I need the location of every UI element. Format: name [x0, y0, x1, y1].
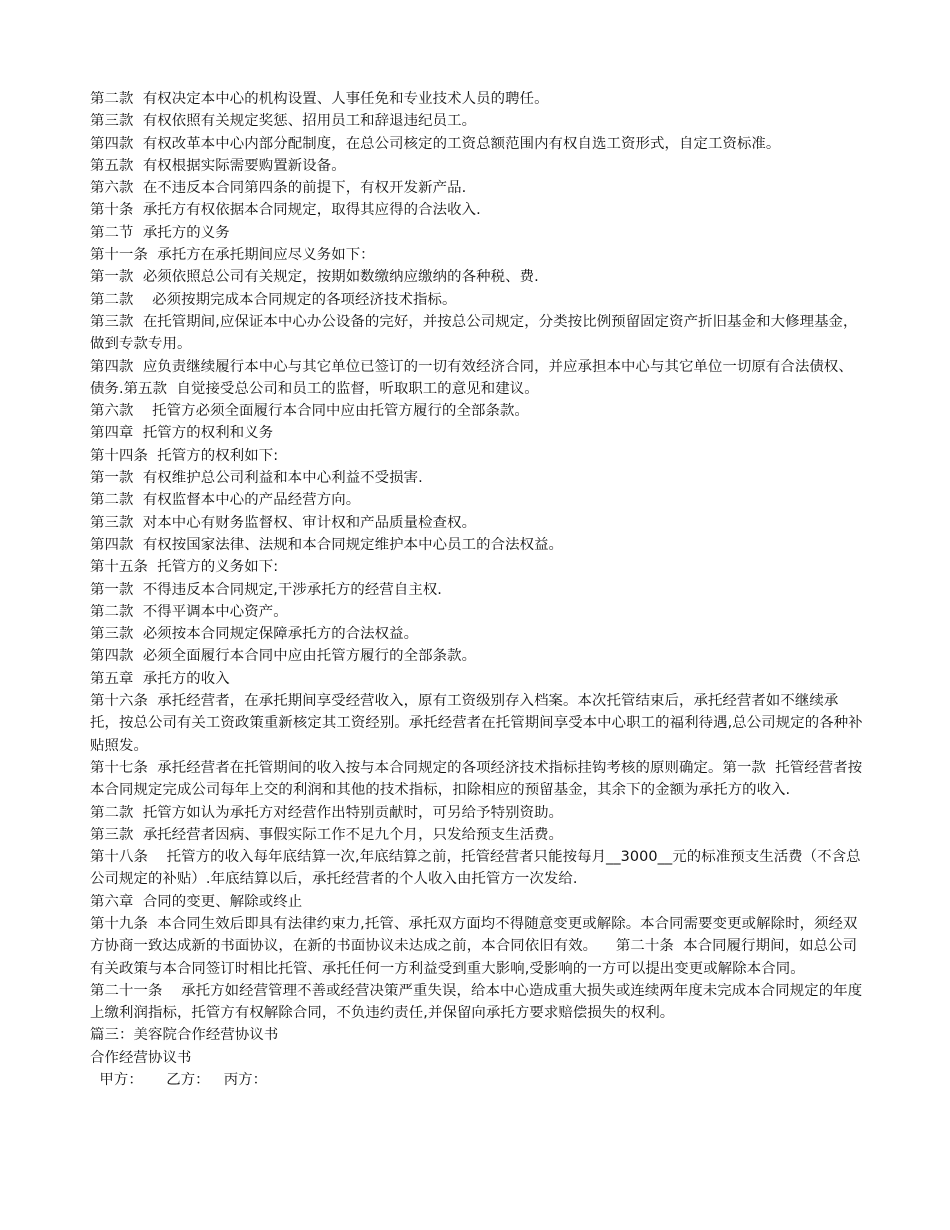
clause-line: 第二款 托管方如认为承托方对经营作出特别贡献时，可另给予特别资助。: [90, 804, 564, 821]
part-heading: 篇三：美容院合作经营协议书: [90, 1027, 279, 1044]
clause-line: 第一款 必须依照总公司有关规定，按期如数缴纳应缴纳的各种税、费.: [90, 269, 539, 286]
article-line: 第十一条 承托方在承托期间应尽义务如下：: [90, 247, 375, 264]
parties-line: 甲方： 乙方： 丙方：: [90, 1072, 268, 1089]
clause-line: 第二款 必须按期完成本合同规定的各项经济技术指标。: [90, 291, 457, 308]
clause-line: 第三款 必须按本合同规定保障承托方的合法权益。: [90, 626, 419, 643]
article-line: 第十四条 托管方的权利如下:: [90, 447, 279, 464]
chapter-heading: 第四章 托管方的权利和义务: [90, 425, 274, 442]
chapter-heading: 第六章 合同的变更、解除或终止: [90, 893, 303, 910]
article-line: 第十九条 本合同生效后即具有法律约束力,托管、承托双方面均不得随意变更或解除。本合同需要变更或解除时，须经双方协商一致达成新的书面协议，在新的书面协议未达成之前，本合同依旧有效。 第二十条 本合同履行期间，如总公司有关政策与本合同签订时相比托管、承托任何一方利益受到重大影响,受影响的一方可以提出变更或解除本合同。: [90, 915, 858, 977]
clause-line: 第三款 对本中心有财务监督权、审计权和产品质量检查权。: [90, 514, 477, 531]
clause-line: 第四款 必须全面履行本合同中应由托管方履行的全部条款。: [90, 648, 477, 665]
clause-line: 第一款 不得违反本合同规定,干涉承托方的经营自主权.: [90, 581, 442, 598]
article-line: 第十五条 托管方的义务如下:: [90, 559, 279, 576]
clause-line: 第三款 有权依照有关规定奖惩、招用员工和辞退违纪员工。: [90, 113, 477, 130]
clause-line: 第四款 应负责继续履行本中心与其它单位已签订的一切有效经济合同，并应承担本中心与其它单位一切原有合法债权、债务.第五款 自觉接受总公司和员工的监督，听取职工的意见和建议。: [90, 358, 853, 397]
document-body: [90, 88, 865, 1091]
clause-line: 第三款 承托经营者因病、事假实际工作不足九个月，只发给预支生活费。: [90, 826, 564, 843]
article-line: 第十六条 承托经营者，在承托期间享受经营收入，原有工资级别存入档案。本次托管结束后，承托经营者如不继续承托，按总公司有关工资政策重新核定其工资经别。承托经营者在托管期间享受本中心职工的福利待遇,总公司规定的各种补贴照发。: [90, 693, 863, 754]
clause-line: 第二款 有权监督本中心的产品经营方向。: [90, 492, 361, 509]
article-line: 第十七条 承托经营者在托管期间的收入按与本合同规定的各项经济技术指标挂钩考核的原则确定。第一款 托管经营者按本合同规定完成公司每年上交的利润和其他的技术指标，扣除相应的预留基金，其余下的金额为承托方的收入.: [90, 759, 863, 799]
clause-line: 第二款 有权决定本中心的机构设置、人事任免和专业技术人员的聘任。: [90, 91, 549, 107]
clause-line: 第五款 有权根据实际需要购置新设备。: [90, 157, 346, 174]
clause-line: 第一款 有权维护总公司利益和本中心利益不受损害.: [90, 470, 423, 487]
clause-line: 第二款 不得平调本中心资产。: [90, 603, 288, 620]
article-line: 第十八条 托管方的收入每年底结算一次,年底结算之前，托管经营者只能按每月__3000__元的标准预支生活费（不含总公司规定的补贴）.年底结算以后，承托经营者的个人收入由托管方一次发给.: [90, 849, 861, 888]
chapter-heading: 第五章 承托方的收入: [90, 670, 230, 687]
article-line: 第二十一条 承托方如经营管理不善或经营决策严重失误，给本中心造成重大损失或连续两年度未完成本合同规定的年度上缴利润指标，托管方有权解除合同，不负违约责任,并保留向承托方要求赔偿损失的权利。: [90, 982, 863, 1022]
clause-line: 第六款 托管方必须全面履行本合同中应由托管方履行的全部条款。: [90, 403, 529, 420]
clause-line: 第四款 有权按国家法律、法规和本合同规定维护本中心员工的合法权益。: [90, 536, 564, 553]
agreement-title: 合作经营协议书: [90, 1049, 192, 1066]
clause-line: 第六款 在不违反本合同第四条的前提下，有权开发新产品.: [90, 180, 467, 197]
article-line: 第十条 承托方有权依据本合同规定，取得其应得的合法收入.: [90, 202, 481, 219]
clause-line: 第四款 有权改革本中心内部分配制度，在总公司核定的工资总额范围内有权自选工资形式，自定工资标准。: [90, 135, 781, 152]
clause-line: 第三款 在托管期间,应保证本中心办公设备的完好，并按总公司规定，分类按比例预留固定资产折旧基金和大修理基金，做到专款专用。: [90, 313, 858, 353]
section-heading: 第二节 承托方的义务: [90, 224, 230, 241]
